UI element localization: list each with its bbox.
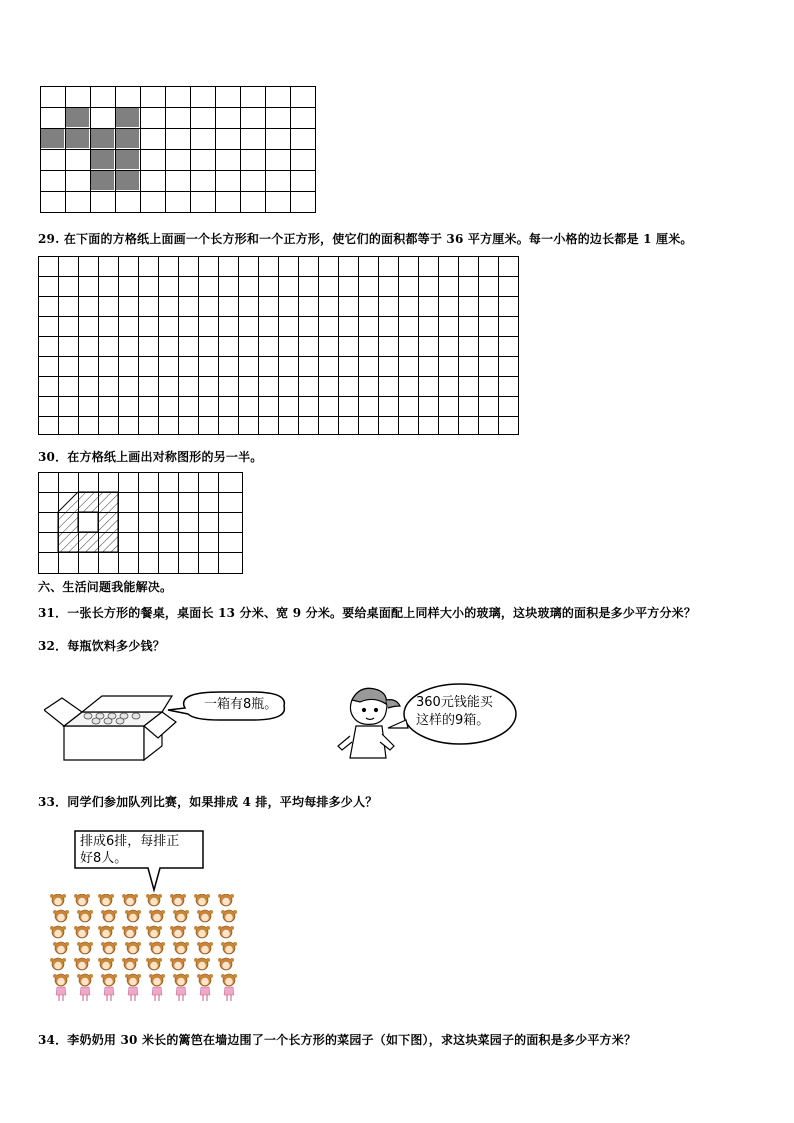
- girl-figure-small: [173, 942, 189, 954]
- girl-figure-small: [197, 974, 213, 1001]
- question-32: 32．每瓶饮料多少钱？: [38, 639, 165, 653]
- question-31: 31．一张长方形的餐桌，桌面长 13 分米、宽 9 分米。要给桌面配上同样大小的玻璃，这块玻璃的面积是多少平方分米？: [38, 606, 697, 620]
- question-34: 34．李奶奶用 30 米长的篱笆在墙边围了一个长方形的菜园子（如下图），求这块菜园子的面积是多少平方米？: [38, 1033, 637, 1047]
- girls-formation: [50, 894, 256, 1018]
- girl-figure-small: [74, 894, 90, 906]
- girl-speech-line1: 360元钱能买: [416, 695, 493, 710]
- girl-figure-small: [101, 974, 117, 1001]
- girl-figure-small: [218, 894, 234, 906]
- girl-figure-small: [194, 894, 210, 906]
- girl-figure-small: [98, 894, 114, 906]
- section-6-heading: 六、生活问题我能解决。: [38, 580, 173, 594]
- girl-figure-small: [74, 926, 90, 938]
- bottle-box-svg: [44, 688, 324, 768]
- girl-figure-small: [77, 910, 93, 922]
- girl-figure-small: [50, 894, 66, 906]
- girl-figure-small: [146, 894, 162, 906]
- girl-figure-small: [77, 974, 93, 1001]
- girl-figure-small: [125, 942, 141, 954]
- girl-figure: [338, 688, 400, 758]
- girl-figure-small: [221, 910, 237, 922]
- girl-figure-small: [149, 942, 165, 954]
- girl-figure-small: [146, 958, 162, 970]
- top-grid-figure: [40, 86, 318, 214]
- girl-figure-small: [98, 958, 114, 970]
- girl-figure-small: [50, 958, 66, 970]
- girl-figure-small: [149, 974, 165, 1001]
- q30-grid[interactable]: [38, 472, 244, 576]
- girl-figure-small: [122, 958, 138, 970]
- q29-grid[interactable]: [38, 256, 520, 436]
- q30-grid-svg: [38, 472, 244, 576]
- question-33: 33．同学们参加队列比赛，如果排成 4 排，平均每排多少人？: [38, 795, 378, 809]
- girl-figure-small: [77, 942, 93, 954]
- girl-figure-small: [170, 894, 186, 906]
- girl-figure-small: [218, 958, 234, 970]
- girl-figure-small: [101, 942, 117, 954]
- girl-figure-small: [173, 910, 189, 922]
- q29-grid-svg: [38, 256, 520, 436]
- hatched-half-shape: [58, 492, 118, 552]
- girl-figure-small: [122, 926, 138, 938]
- girl-figure-small: [149, 910, 165, 922]
- girl-figure-small: [218, 926, 234, 938]
- bottle-box-illustration: [44, 688, 324, 772]
- girl-speech-line2: 这样的9箱。: [416, 713, 490, 728]
- girl-figure-small: [53, 910, 69, 922]
- girl-figure-small: [53, 942, 69, 954]
- girl-figure-small: [170, 926, 186, 938]
- grid-lines: [40, 86, 316, 213]
- q33-speech-box: [74, 830, 214, 898]
- girl-figure-small: [197, 942, 213, 954]
- q33-speech-line1: 排成6排，每排正: [80, 834, 180, 849]
- girl-figure-small: [173, 974, 189, 1001]
- girl-figure-small: [221, 942, 237, 954]
- girl-figure-small: [101, 910, 117, 922]
- q33-speech-line2: 好8人。: [80, 851, 128, 866]
- box-speech-text: 一箱有8瓶。: [204, 697, 278, 712]
- girl-speaking-illustration: [330, 676, 530, 780]
- girl-figure-small: [146, 926, 162, 938]
- girl-figure-small: [197, 910, 213, 922]
- girl-figure-small: [194, 926, 210, 938]
- question-29: 29. 在下面的方格纸上面画一个长方形和一个正方形，使它们的面积都等于 36 平方厘米。每一小格的边长都是 1 厘米。: [38, 232, 693, 246]
- question-30: 30．在方格纸上画出对称图形的另一半。: [38, 450, 263, 464]
- girls-formation-svg: [50, 894, 256, 1014]
- girl-figure-small: [194, 958, 210, 970]
- girl-figure-small: [74, 958, 90, 970]
- girl-figure-small: [221, 974, 237, 1001]
- girl-figure-small: [170, 958, 186, 970]
- girl-figure-small: [125, 974, 141, 1001]
- girl-figure-small: [53, 974, 69, 1001]
- girl-figure-small: [98, 926, 114, 938]
- girl-figure-small: [122, 894, 138, 906]
- girl-figure-small: [125, 910, 141, 922]
- top-grid-svg: [40, 86, 318, 214]
- girl-figure-small: [50, 926, 66, 938]
